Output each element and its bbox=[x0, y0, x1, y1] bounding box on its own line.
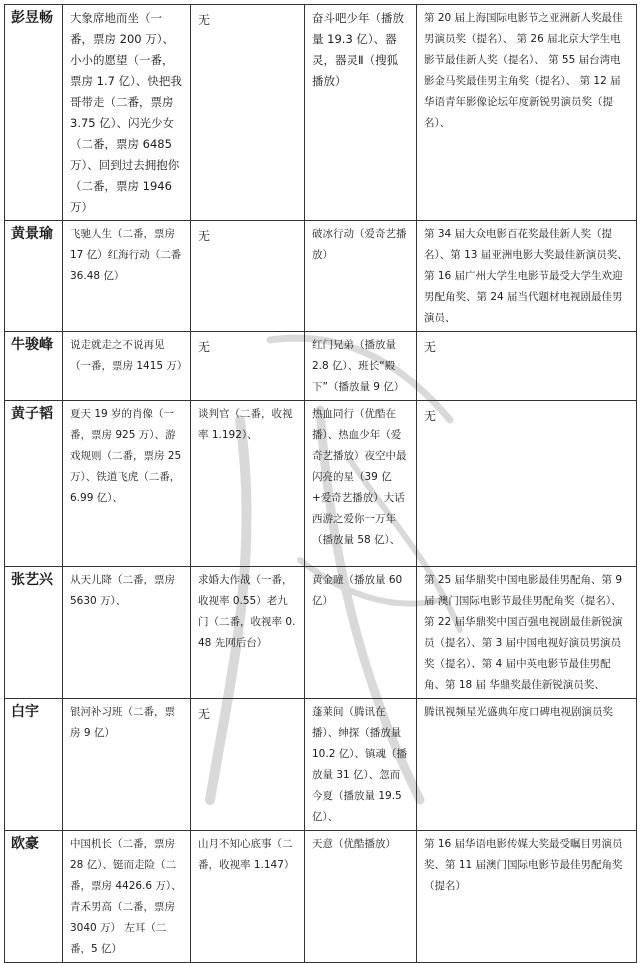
tv-works: 求婚大作战（一番，收视率 0.55）老九门（二番，收视率 0.48 先网后台） bbox=[191, 567, 305, 699]
tv-works: 无 bbox=[191, 5, 305, 221]
tv-works: 无 bbox=[191, 699, 305, 831]
actor-name: 欧豪 bbox=[5, 831, 63, 963]
web-works: 蓬莱间（腾讯在播）、绅探（播放量 10.2 亿）、镇魂（播放量 31 亿）、忽而今夏（播放量 19.5 亿）、 bbox=[305, 699, 417, 831]
actor-name: 牛骏峰 bbox=[5, 332, 63, 401]
actor-name: 彭昱畅 bbox=[5, 5, 63, 221]
web-works: 黄金瞳（播放量 60 亿） bbox=[305, 567, 417, 699]
awards: 第 16 届华语电影传媒大奖最受瞩目男演员奖、第 11 届澳门国际电影节最佳男配角奖（提名） bbox=[417, 831, 637, 963]
movie-works: 中国机长（二番，票房 28 亿）、铤而走险（二番，票房 4426.6 万）、青禾男高（二番，票房 3040 万） 左耳（二番，5 亿） bbox=[63, 831, 191, 963]
movie-works: 飞驰人生（二番，票房 17 亿）红海行动（二番 36.48 亿） bbox=[63, 221, 191, 332]
actor-works-table bbox=[4, 4, 637, 963]
tv-works: 谈判官（二番，收视率 1.192）、 bbox=[191, 401, 305, 567]
web-works: 热血同行（优酷在播）、热血少年（爱奇艺播放）夜空中最闪亮的星（39 亿+爱奇艺播放）大话西游之爱你一万年（播放量 58 亿）、 bbox=[305, 401, 417, 567]
table-row bbox=[5, 401, 637, 567]
movie-works: 大象席地而坐（一番，票房 200 万）、小小的愿望（一番，票房 1.7 亿）、快把我哥带走（二番，票房 3.75 亿）、闪光少女（二番，票房 6485 万）、回到过去拥抱你（二番，票房 1946 万） bbox=[63, 5, 191, 221]
table-row bbox=[5, 567, 637, 699]
web-works: 天意（优酷播放） bbox=[305, 831, 417, 963]
table-row bbox=[5, 5, 637, 221]
movie-works: 从天儿降（二番，票房 5630 万）、 bbox=[63, 567, 191, 699]
awards: 第 34 届大众电影百花奖最佳新人奖（提名）、第 13 届亚洲电影大奖最佳新演员奖、第 16 届广州大学生电影节最受大学生欢迎男配角奖、第 24 届当代题材电视剧最佳男演员、 bbox=[417, 221, 637, 332]
awards: 第 20 届上海国际电影节之亚洲新人奖最佳男演员奖（提名）、 第 26 届北京大学生电影节最佳新人奖（提名）、 第 55 届台湾电影金马奖最佳男主角奖（提名）、 第 12 届华语青年影像论坛年度新锐男演员奖（提名）、 bbox=[417, 5, 637, 221]
table-row bbox=[5, 699, 637, 831]
awards: 无 bbox=[417, 401, 637, 567]
movie-works: 夏天 19 岁的肖像（一番，票房 925 万）、游戏规则（二番，票房 25 万）、铁道飞虎（二番，6.99 亿）、 bbox=[63, 401, 191, 567]
web-works: 奋斗吧少年（播放量 19.3 亿）、器灵，器灵Ⅱ（搜狐播放） bbox=[305, 5, 417, 221]
awards: 腾讯视频星光盛典年度口碑电视剧演员奖 bbox=[417, 699, 637, 831]
awards: 无 bbox=[417, 332, 637, 401]
table-row bbox=[5, 831, 637, 963]
actor-name: 白宇 bbox=[5, 699, 63, 831]
tv-works: 山月不知心底事（二番，收视率 1.147） bbox=[191, 831, 305, 963]
tv-works: 无 bbox=[191, 221, 305, 332]
actor-name: 黄子韬 bbox=[5, 401, 63, 567]
actor-name: 张艺兴 bbox=[5, 567, 63, 699]
tv-works: 无 bbox=[191, 332, 305, 401]
movie-works: 说走就走之不说再见（一番，票房 1415 万） bbox=[63, 332, 191, 401]
movie-works: 银河补习班（二番，票房 9 亿） bbox=[63, 699, 191, 831]
web-works: 红门兄弟（播放量 2.8 亿）、班长“殿下”（播放量 9 亿） bbox=[305, 332, 417, 401]
web-works: 破冰行动（爱奇艺播放） bbox=[305, 221, 417, 332]
actor-name: 黄景瑜 bbox=[5, 221, 63, 332]
table-row bbox=[5, 221, 637, 332]
awards: 第 25 届华鼎奖中国电影最佳男配角、第 9 届 澳门国际电影节最佳男配角奖（提名）、第 22 届华鼎奖中国百强电视剧最佳新锐演员（提名）、第 3 届中国电视好演员男演员奖（提名）、第 4 届中英电影节最佳男配角、第 18 届 华鼎奖最佳新锐演员奖、 bbox=[417, 567, 637, 699]
table-row bbox=[5, 332, 637, 401]
